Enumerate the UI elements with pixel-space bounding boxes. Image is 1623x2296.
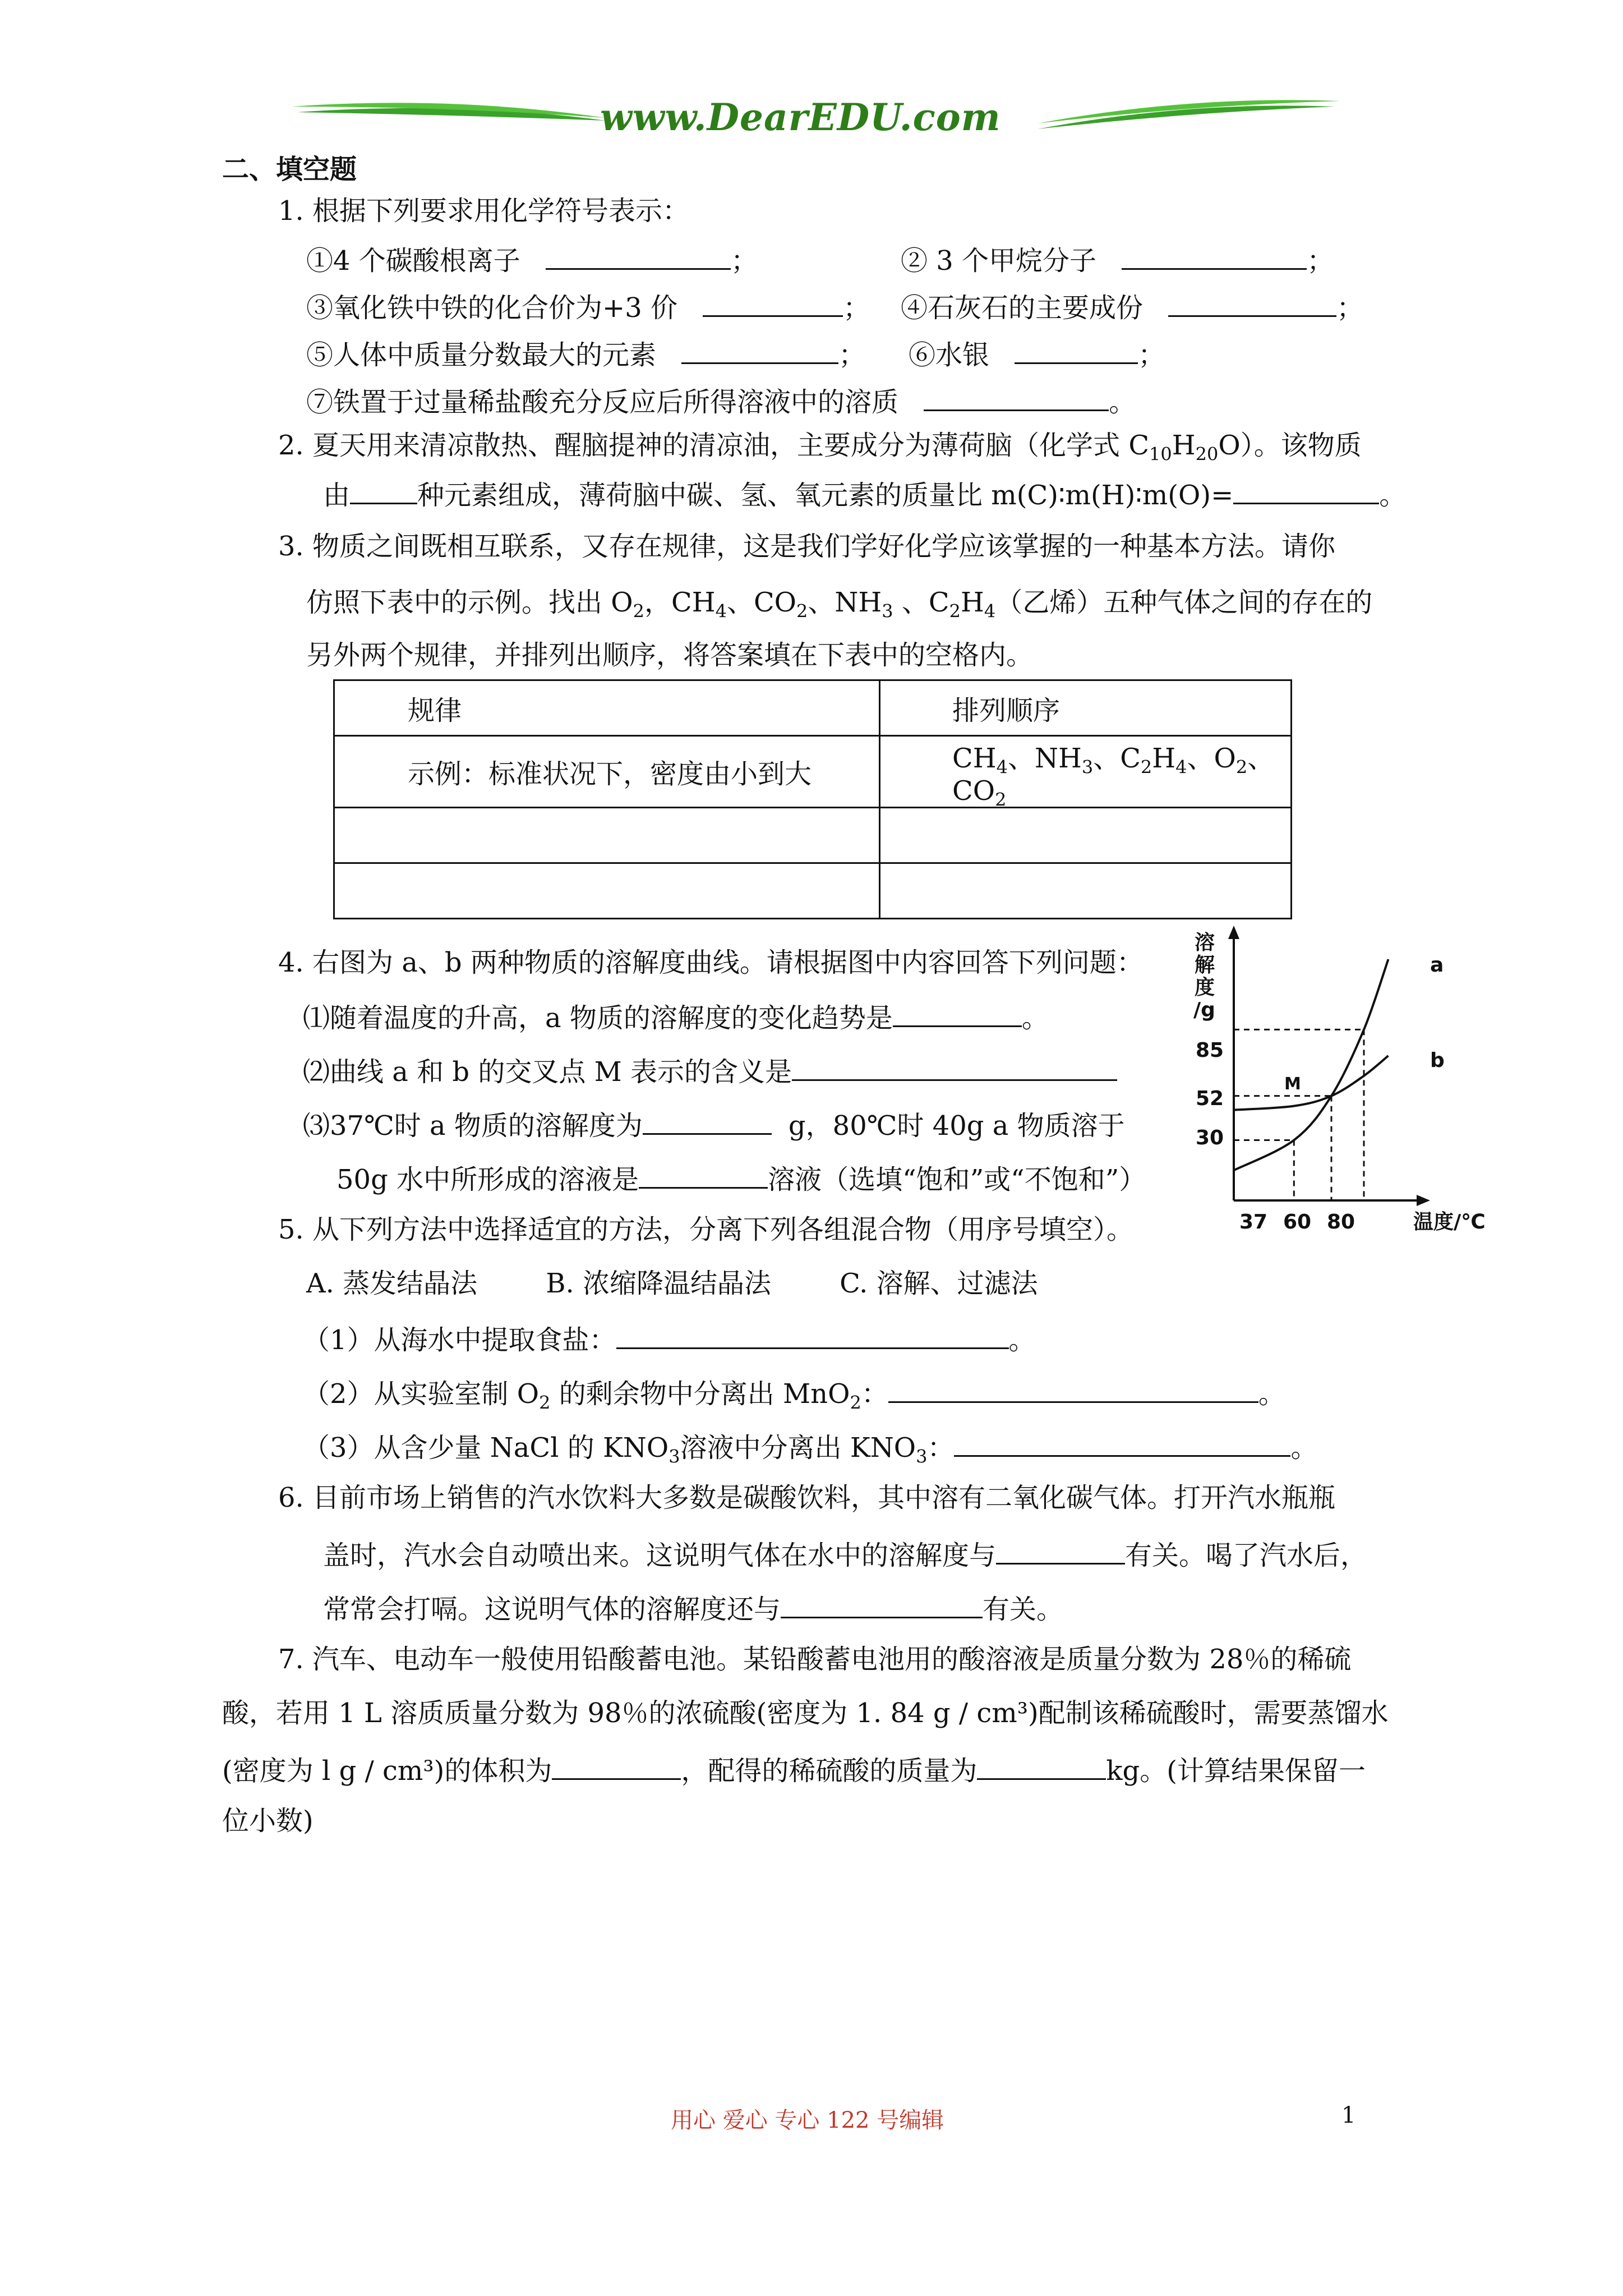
chart-xlabel: 温度/℃ (1413, 1211, 1486, 1234)
q3-sub-c2: 2 (949, 600, 961, 622)
q7-l3-b: ，配得的稀硫酸的质量为 (681, 1755, 978, 1787)
q3-answer-order-2[interactable] (880, 863, 1292, 919)
q2-text-2: H (1172, 430, 1196, 461)
q1-item-3 (306, 287, 870, 325)
q5-s2-b: 的剩余物中分离出 MnO (550, 1378, 850, 1410)
q5-options: A. 蒸发结晶法 B. 浓缩降温结晶法 C. 溶解、过滤法 (306, 1268, 1038, 1299)
ex-sub4b: 4 (1175, 756, 1187, 778)
q4-stem: 4. 右图为 a、b 两种物质的溶解度曲线。请根据图中内容回答下列问题： (278, 947, 1144, 978)
q3-t7: （乙烯）五种气体之间的存在的 (995, 587, 1373, 618)
chart-ytick-52: 52 (1196, 1087, 1224, 1110)
curve-b (1234, 1056, 1389, 1110)
q3-answer-order-1[interactable] (880, 808, 1292, 863)
chart-xtick-60: 60 (1283, 1211, 1312, 1234)
q3-line-1: 3. 物质之间既相互联系，又存在规律，这是我们学好化学应该掌握的一种基本方法。请你 (278, 531, 1336, 562)
q6-l3-a: 常常会打嗝。这说明气体的溶解度还与 (323, 1594, 781, 1625)
q1-item-6-semi: ； (1138, 339, 1165, 371)
q3-line-3: 另外两个规律，并排列出顺序，将答案填在下表中的空格内。 (306, 639, 1034, 671)
q2-sub-1: 10 (1149, 443, 1172, 465)
q6-l2-b: 有关。喝了汽水后， (1125, 1540, 1368, 1571)
q4-sub-1 (303, 997, 1049, 1035)
q1-item-5 (306, 334, 865, 372)
q4-s1-text: ⑴随着温度的升高，a 物质的溶解度的变化趋势是 (303, 1002, 893, 1034)
q1-item-4-semi: ； (1336, 292, 1364, 324)
site-logo-text: www.DearEDU.com (600, 95, 1001, 139)
q3-sub-ch4: 4 (715, 600, 727, 622)
q6-line-1: 6. 目前市场上销售的汽水饮料大多数是碳酸饮料，其中溶有二氧化碳气体。打开汽水瓶瓶 (278, 1482, 1336, 1513)
chart-ylabel-1: 溶 (1195, 931, 1215, 954)
q7-line-3 (222, 1750, 1366, 1788)
q2-line-1 (278, 429, 1362, 465)
ex-sub2b: 2 (1235, 756, 1248, 778)
q1-item-7-text: ⑦铁置于过量稀盐酸充分反应后所得溶液中的溶质 (306, 386, 899, 418)
q5-stem: 5. 从下列方法中选择适宜的方法，分离下列各组混合物（用序号填空）。 (278, 1214, 1134, 1245)
q1-item-1-blank[interactable] (546, 240, 731, 270)
q7-line-1: 7. 汽车、电动车一般使用铅酸蓄电池。某铅酸蓄电池用的酸溶液是质量分数为 28％的稀硫 (278, 1644, 1352, 1675)
q4-s2-text: ⑵曲线 a 和 b 的交叉点 M 表示的含义是 (303, 1056, 792, 1088)
q3-t6: H (960, 587, 984, 618)
chart-ytick-30: 30 (1196, 1126, 1224, 1149)
q7-blank-2[interactable] (977, 1750, 1106, 1780)
q2-text-6: 。 (1379, 480, 1407, 511)
q1-item-4-text: ④石灰石的主要成份 (901, 292, 1144, 324)
q5-s3-b: 溶液中分离出 KNO (680, 1432, 916, 1464)
q4-s4-text-b: 溶液（选填“饱和”或“不饱和”） (768, 1164, 1146, 1195)
q1-item-3-blank[interactable] (703, 287, 843, 317)
q1-item-3-semi: ； (843, 292, 870, 324)
q1-item-4 (901, 287, 1363, 325)
chart-xtick-37: 37 (1239, 1211, 1268, 1234)
q1-item-6-blank[interactable] (1015, 334, 1138, 364)
q3-t4: 、NH (808, 587, 882, 618)
q3-t5: 、C (893, 587, 949, 618)
q5-s2-sub1: 2 (539, 1392, 551, 1414)
section-title: 二、填空题 (222, 154, 357, 185)
q1-item-5-text: ⑤人体中质量分数最大的元素 (306, 339, 657, 371)
q5-s3-end: 。 (1290, 1432, 1318, 1464)
q4-s3-text: ⑶37℃时 a 物质的溶解度为 (303, 1110, 643, 1142)
q4-s4-text: 50g 水中所形成的溶液是 (336, 1164, 639, 1195)
q6-line-3 (323, 1589, 1063, 1626)
q5-s2-blank[interactable] (888, 1373, 1258, 1403)
ex-sub4: 4 (996, 756, 1008, 778)
q2-blank-2[interactable] (1233, 475, 1379, 504)
q1-item-1-text: ①4 个碳酸根离子 (306, 245, 520, 277)
q3-sub-co2: 2 (796, 600, 808, 622)
chart-ylabel-3: 度 (1195, 976, 1215, 999)
x-axis-arrow (1417, 1195, 1430, 1206)
q3-sub-h4: 4 (984, 600, 996, 622)
q5-s3-sub2: 3 (916, 1446, 928, 1467)
q4-sub-4 (336, 1159, 1146, 1197)
q1-item-5-semi: ； (838, 339, 866, 371)
ex-sub3: 3 (1081, 756, 1094, 778)
ex-sub2a: 2 (1140, 756, 1152, 778)
q1-item-7-period: 。 (1109, 386, 1136, 418)
q5-s1-blank[interactable] (616, 1319, 1009, 1349)
ex-c: 、C (1093, 743, 1141, 774)
q3-header-rule: 规律 (334, 680, 880, 736)
q1-item-6-text: ⑥水银 (909, 339, 990, 371)
table-row (334, 736, 1292, 808)
intersection-label: M (1284, 1074, 1301, 1094)
q5-s2-sub2: 2 (850, 1392, 861, 1414)
curve-label-a: a (1430, 954, 1444, 977)
q3-answer-rule-1[interactable] (334, 808, 880, 863)
q4-s2-blank[interactable] (792, 1051, 1117, 1081)
table-row (334, 680, 1292, 736)
q7-line-4: 位小数) (222, 1805, 313, 1837)
q1-item-7-blank[interactable] (924, 381, 1109, 411)
q5-sub-1 (303, 1319, 1036, 1357)
curve-label-b: b (1430, 1049, 1445, 1072)
q4-sub-2 (303, 1051, 1117, 1089)
q1-item-4-blank[interactable] (1168, 287, 1336, 317)
ex-o: 、O (1187, 743, 1236, 774)
q1-item-2-blank[interactable] (1122, 240, 1307, 270)
q4-sub-3 (303, 1105, 1125, 1143)
curve-a (1234, 959, 1389, 1170)
ex-sub2c: 2 (995, 789, 1007, 811)
q5-s2-a: （2）从实验室制 O (303, 1378, 540, 1410)
q1-item-3-text: ③氧化铁中铁的化合价为+3 价 (306, 292, 678, 324)
q3-sub-nh3: 3 (882, 600, 893, 622)
q7-l3-a: (密度为 l g / cm³)的体积为 (222, 1755, 552, 1787)
q3-table (333, 679, 1292, 919)
ex-co: 、CO (952, 743, 1275, 807)
q5-sub-2 (303, 1373, 1285, 1414)
q5-s3-blank[interactable] (954, 1427, 1290, 1457)
chart-xtick-80: 80 (1327, 1211, 1355, 1234)
q5-s1-text: （1）从海水中提取食盐： (303, 1324, 616, 1356)
q1-item-2-text: ② 3 个甲烷分子 (901, 245, 1097, 277)
q3-sub-o2: 2 (633, 600, 644, 622)
q2-text-1: 2. 夏天用来清凉散热、醒脑提神的清凉油，主要成分为薄荷脑（化学式 C (278, 430, 1150, 461)
q6-l2-a: 盖时，汽水会自动喷出来。这说明气体在水中的溶解度与 (323, 1540, 997, 1571)
q5-s3-a: （3）从含少量 NaCl 的 KNO (303, 1432, 669, 1464)
q6-line-2 (323, 1535, 1367, 1572)
q2-text-5: 种元素组成，薄荷脑中碳、氢、氧元素的质量比 m(C)∶m(H)∶m(O)= (417, 480, 1234, 511)
q2-line-2 (323, 475, 1406, 512)
footer-text: 用心 爱心 专心 122 号编辑 (671, 2108, 944, 2133)
q1-item-2 (901, 240, 1334, 278)
q1-stem: 1. 根据下列要求用化学符号表示： (278, 195, 690, 227)
q3-header-order: 排列顺序 (880, 680, 1292, 736)
q1-item-7 (306, 381, 1136, 419)
q6-blank-2[interactable] (781, 1589, 983, 1618)
q7-l3-c: kg。(计算结果保留一 (1106, 1755, 1366, 1787)
q2-text-4: 由 (323, 480, 351, 511)
ex-h: H (1152, 743, 1176, 774)
q3-t3: 、CO (726, 587, 797, 618)
q3-example-rule: 示例：标准状况下，密度由小到大 (334, 736, 880, 808)
q5-s3-sub1: 3 (668, 1446, 680, 1467)
ex-ch: CH (952, 743, 997, 774)
q5-s1-end: 。 (1008, 1324, 1036, 1356)
q6-blank-1[interactable] (996, 1535, 1125, 1565)
q2-text-3: O）。该物质 (1218, 430, 1362, 461)
chart-ytick-85: 85 (1196, 1039, 1224, 1062)
q3-t2: ，CH (644, 587, 716, 618)
q2-sub-2: 20 (1195, 443, 1219, 465)
q4-s3-blank[interactable] (643, 1105, 772, 1135)
q4-s4-blank[interactable] (639, 1159, 768, 1189)
q5-s3-c: ： (927, 1432, 955, 1464)
q6-l3-b: 有关。 (983, 1594, 1064, 1625)
q3-line-2 (306, 586, 1373, 622)
chart-ylabel-4: /g (1193, 999, 1215, 1022)
table-row (334, 863, 1292, 919)
q5-s2-c: ： (861, 1378, 888, 1410)
q4-s1-end: 。 (1021, 1002, 1049, 1034)
q1-item-5-blank[interactable] (681, 334, 838, 364)
ex-nh: 、NH (1007, 743, 1082, 774)
table-row (334, 808, 1292, 863)
q1-item-1 (306, 240, 758, 278)
q7-line-2: 酸，若用 1 L 溶质质量分数为 98％的浓硫酸(密度为 1. 84 g / cm³)配制该稀硫酸时，需要蒸馏水 (222, 1697, 1389, 1729)
q5-sub-3 (303, 1427, 1317, 1465)
q3-example-order (880, 736, 1292, 811)
q4-s1-blank[interactable] (893, 997, 1022, 1027)
chart-ylabel-2: 解 (1195, 954, 1215, 977)
solubility-chart (1183, 920, 1509, 1245)
q1-item-2-semi: ； (1307, 245, 1334, 277)
page-number: 1 (1341, 2102, 1356, 2128)
q3-t1: 仿照下表中的示例。找出 O (306, 587, 633, 618)
q1-item-6 (909, 334, 1165, 372)
q2-blank-1[interactable] (350, 475, 417, 504)
q3-answer-rule-2[interactable] (334, 863, 880, 919)
q7-blank-1[interactable] (552, 1750, 681, 1780)
q5-s2-end: 。 (1258, 1378, 1285, 1410)
y-axis-arrow (1228, 926, 1239, 939)
q1-item-1-semi: ； (731, 245, 758, 277)
q4-s3-text-b: g，80℃时 40g a 物质溶于 (788, 1110, 1125, 1142)
